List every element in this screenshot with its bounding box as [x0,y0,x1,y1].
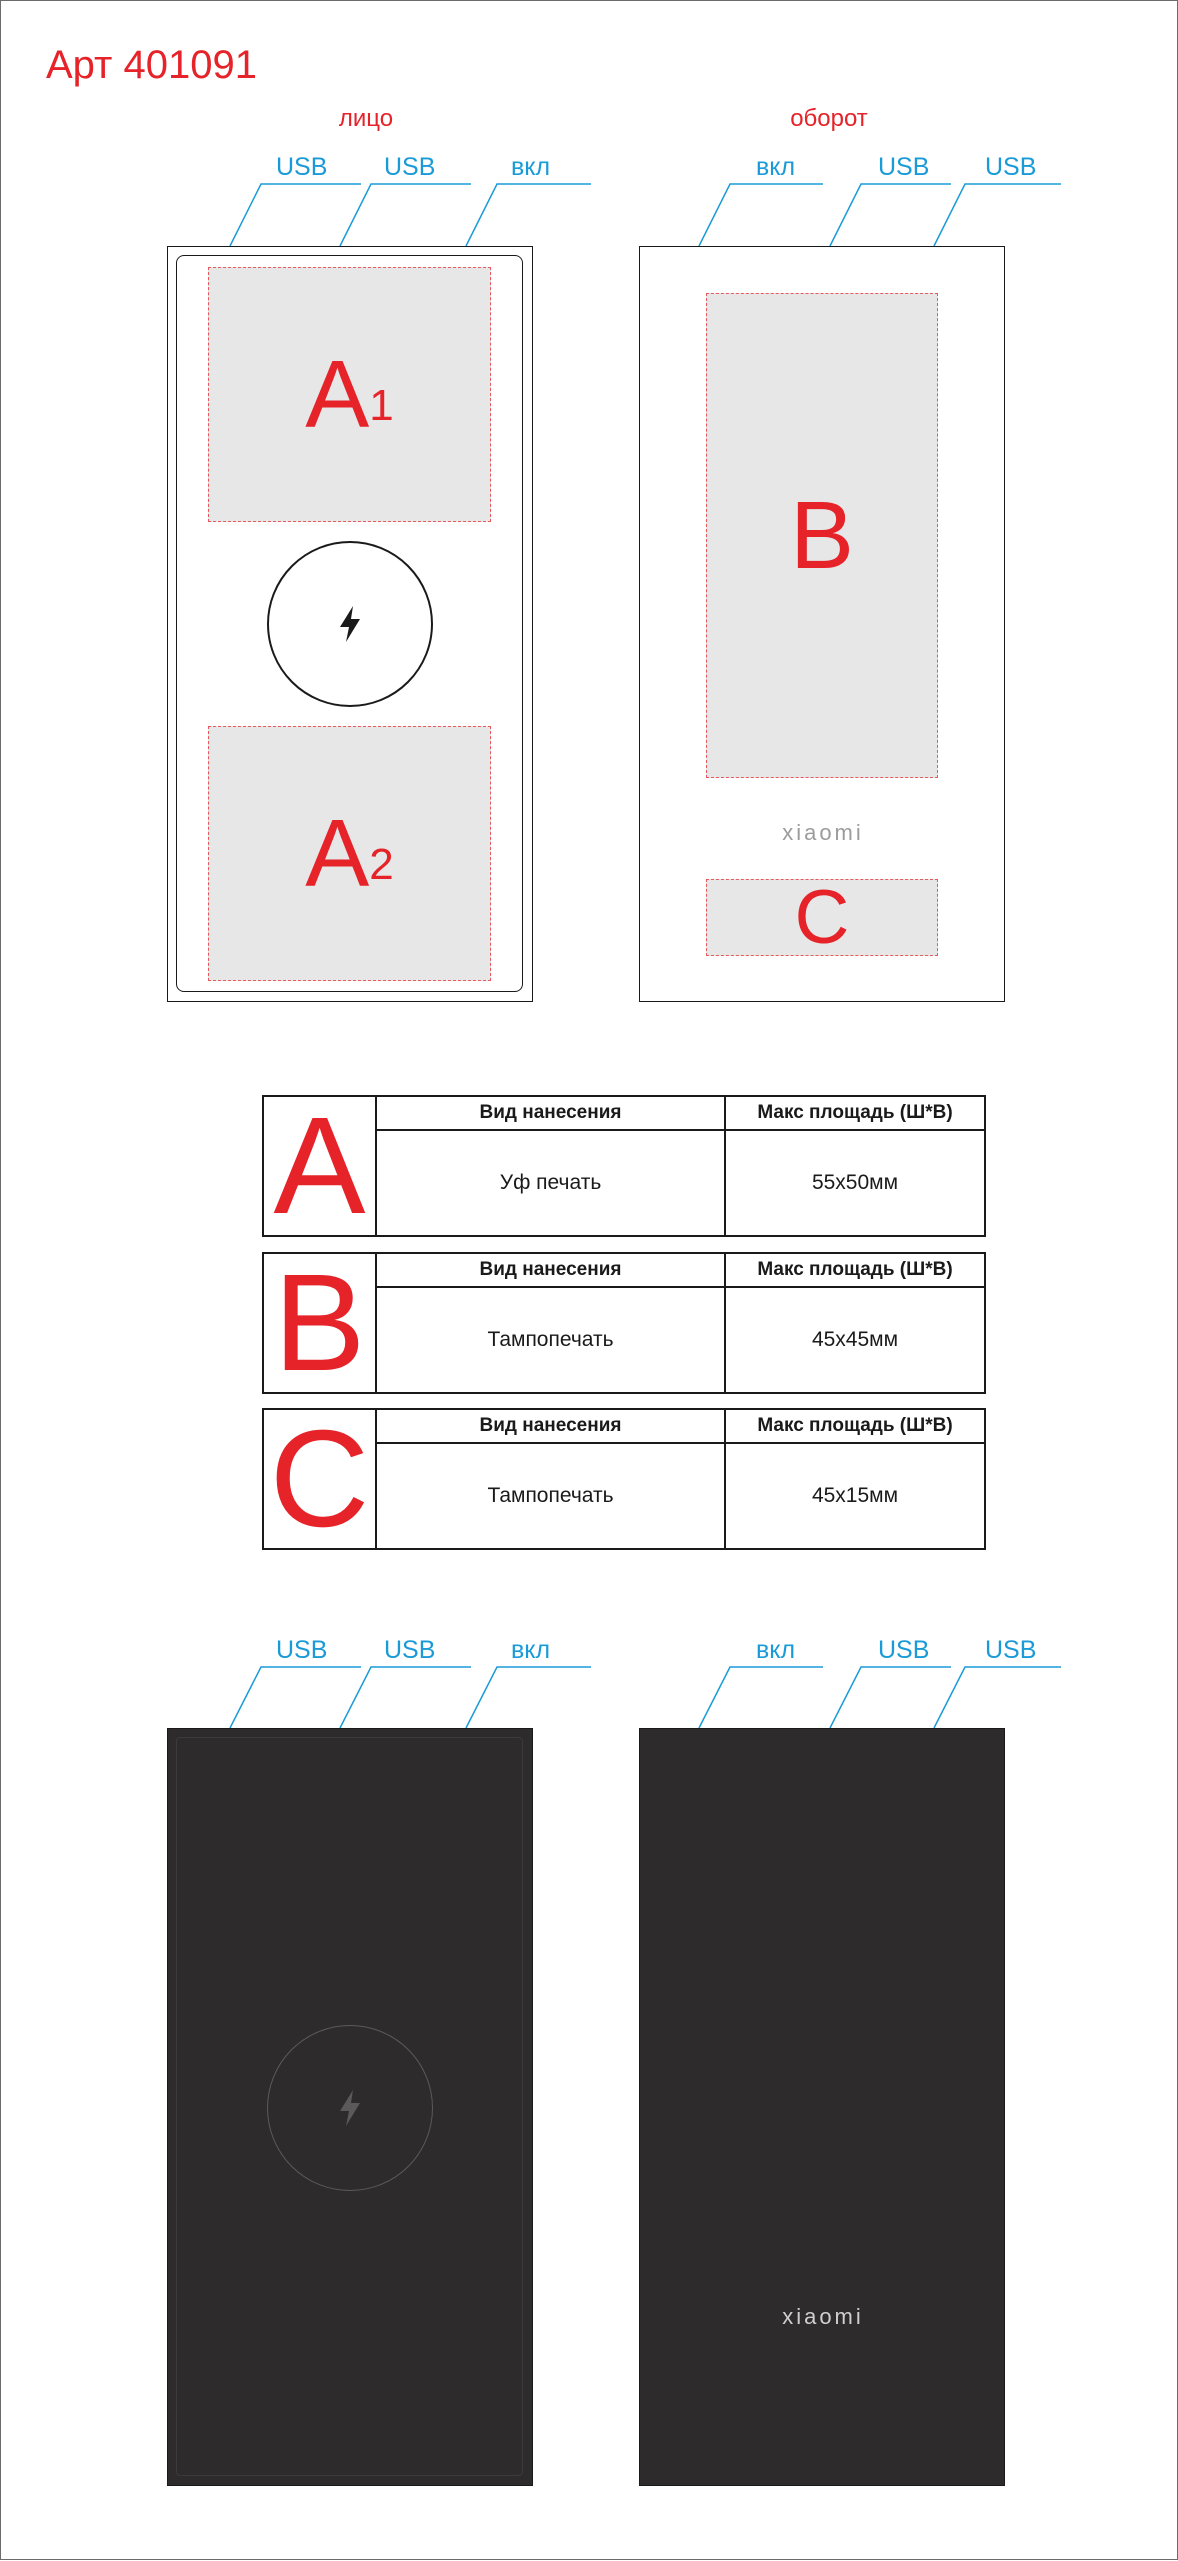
spec-letter: C [263,1409,376,1549]
method-header: Вид нанесения [376,1253,725,1287]
device-back-white [639,246,1005,1002]
spec-table-c [262,1402,986,1556]
zone-a1-index: 1 [369,380,394,430]
area-value: 45x15мм [725,1443,985,1549]
method-value: Тампопечать [376,1443,725,1549]
connector-label-power: вкл [511,1636,551,1664]
lightning-icon [336,2088,364,2128]
connector-label-power: вкл [511,153,551,181]
spec-letter: B [263,1253,376,1393]
area-header: Макс площадь (Ш*В) [725,1409,985,1443]
device-back-dark [639,1728,1005,2486]
connector-label-usb: USB [276,153,328,181]
lightning-icon [336,604,364,644]
zone-a2-index: 2 [369,839,394,889]
device-front-dark [167,1728,533,2486]
wireless-charging-pad [267,2025,433,2191]
connector-label-usb: USB [276,1636,328,1664]
zone-c-letter: C [794,874,850,960]
connector-label-power: вкл [756,153,796,181]
connector-label-power: вкл [756,1636,796,1664]
zone-a2-letter: A [305,799,370,907]
method-value: Тампопечать [376,1287,725,1393]
zone-b-letter: B [789,481,855,589]
device-front-white [167,246,533,1002]
zone-a1-letter: A [305,340,370,448]
connector-label-usb: USB [985,1636,1037,1664]
print-zone-c [706,874,938,960]
spec-letter: A [263,1096,376,1236]
brand-logo: xiaomi [782,820,864,845]
connector-label-usb: USB [878,153,930,181]
method-value: Уф печать [376,1130,725,1236]
wireless-charging-pad [267,541,433,707]
method-header: Вид нанесения [376,1096,725,1130]
connector-label-usb: USB [384,1636,436,1664]
spec-table-a [262,1089,986,1243]
area-value: 45x45мм [725,1287,985,1393]
brand-logo: xiaomi [782,2304,864,2329]
area-value: 55x50мм [725,1130,985,1236]
area-header: Макс площадь (Ш*В) [725,1253,985,1287]
connector-label-usb: USB [878,1636,930,1664]
front-view-label: лицо [338,105,394,132]
print-zone-b [706,293,938,778]
print-zone-a2 [208,726,491,981]
connector-label-usb: USB [985,153,1037,181]
spec-table-b [262,1246,986,1400]
print-zone-a1 [208,267,491,522]
back-view-label: оборот [790,105,868,132]
connector-label-usb: USB [384,153,436,181]
article-title: Арт 401091 [46,43,257,87]
method-header: Вид нанесения [376,1409,725,1443]
area-header: Макс площадь (Ш*В) [725,1096,985,1130]
